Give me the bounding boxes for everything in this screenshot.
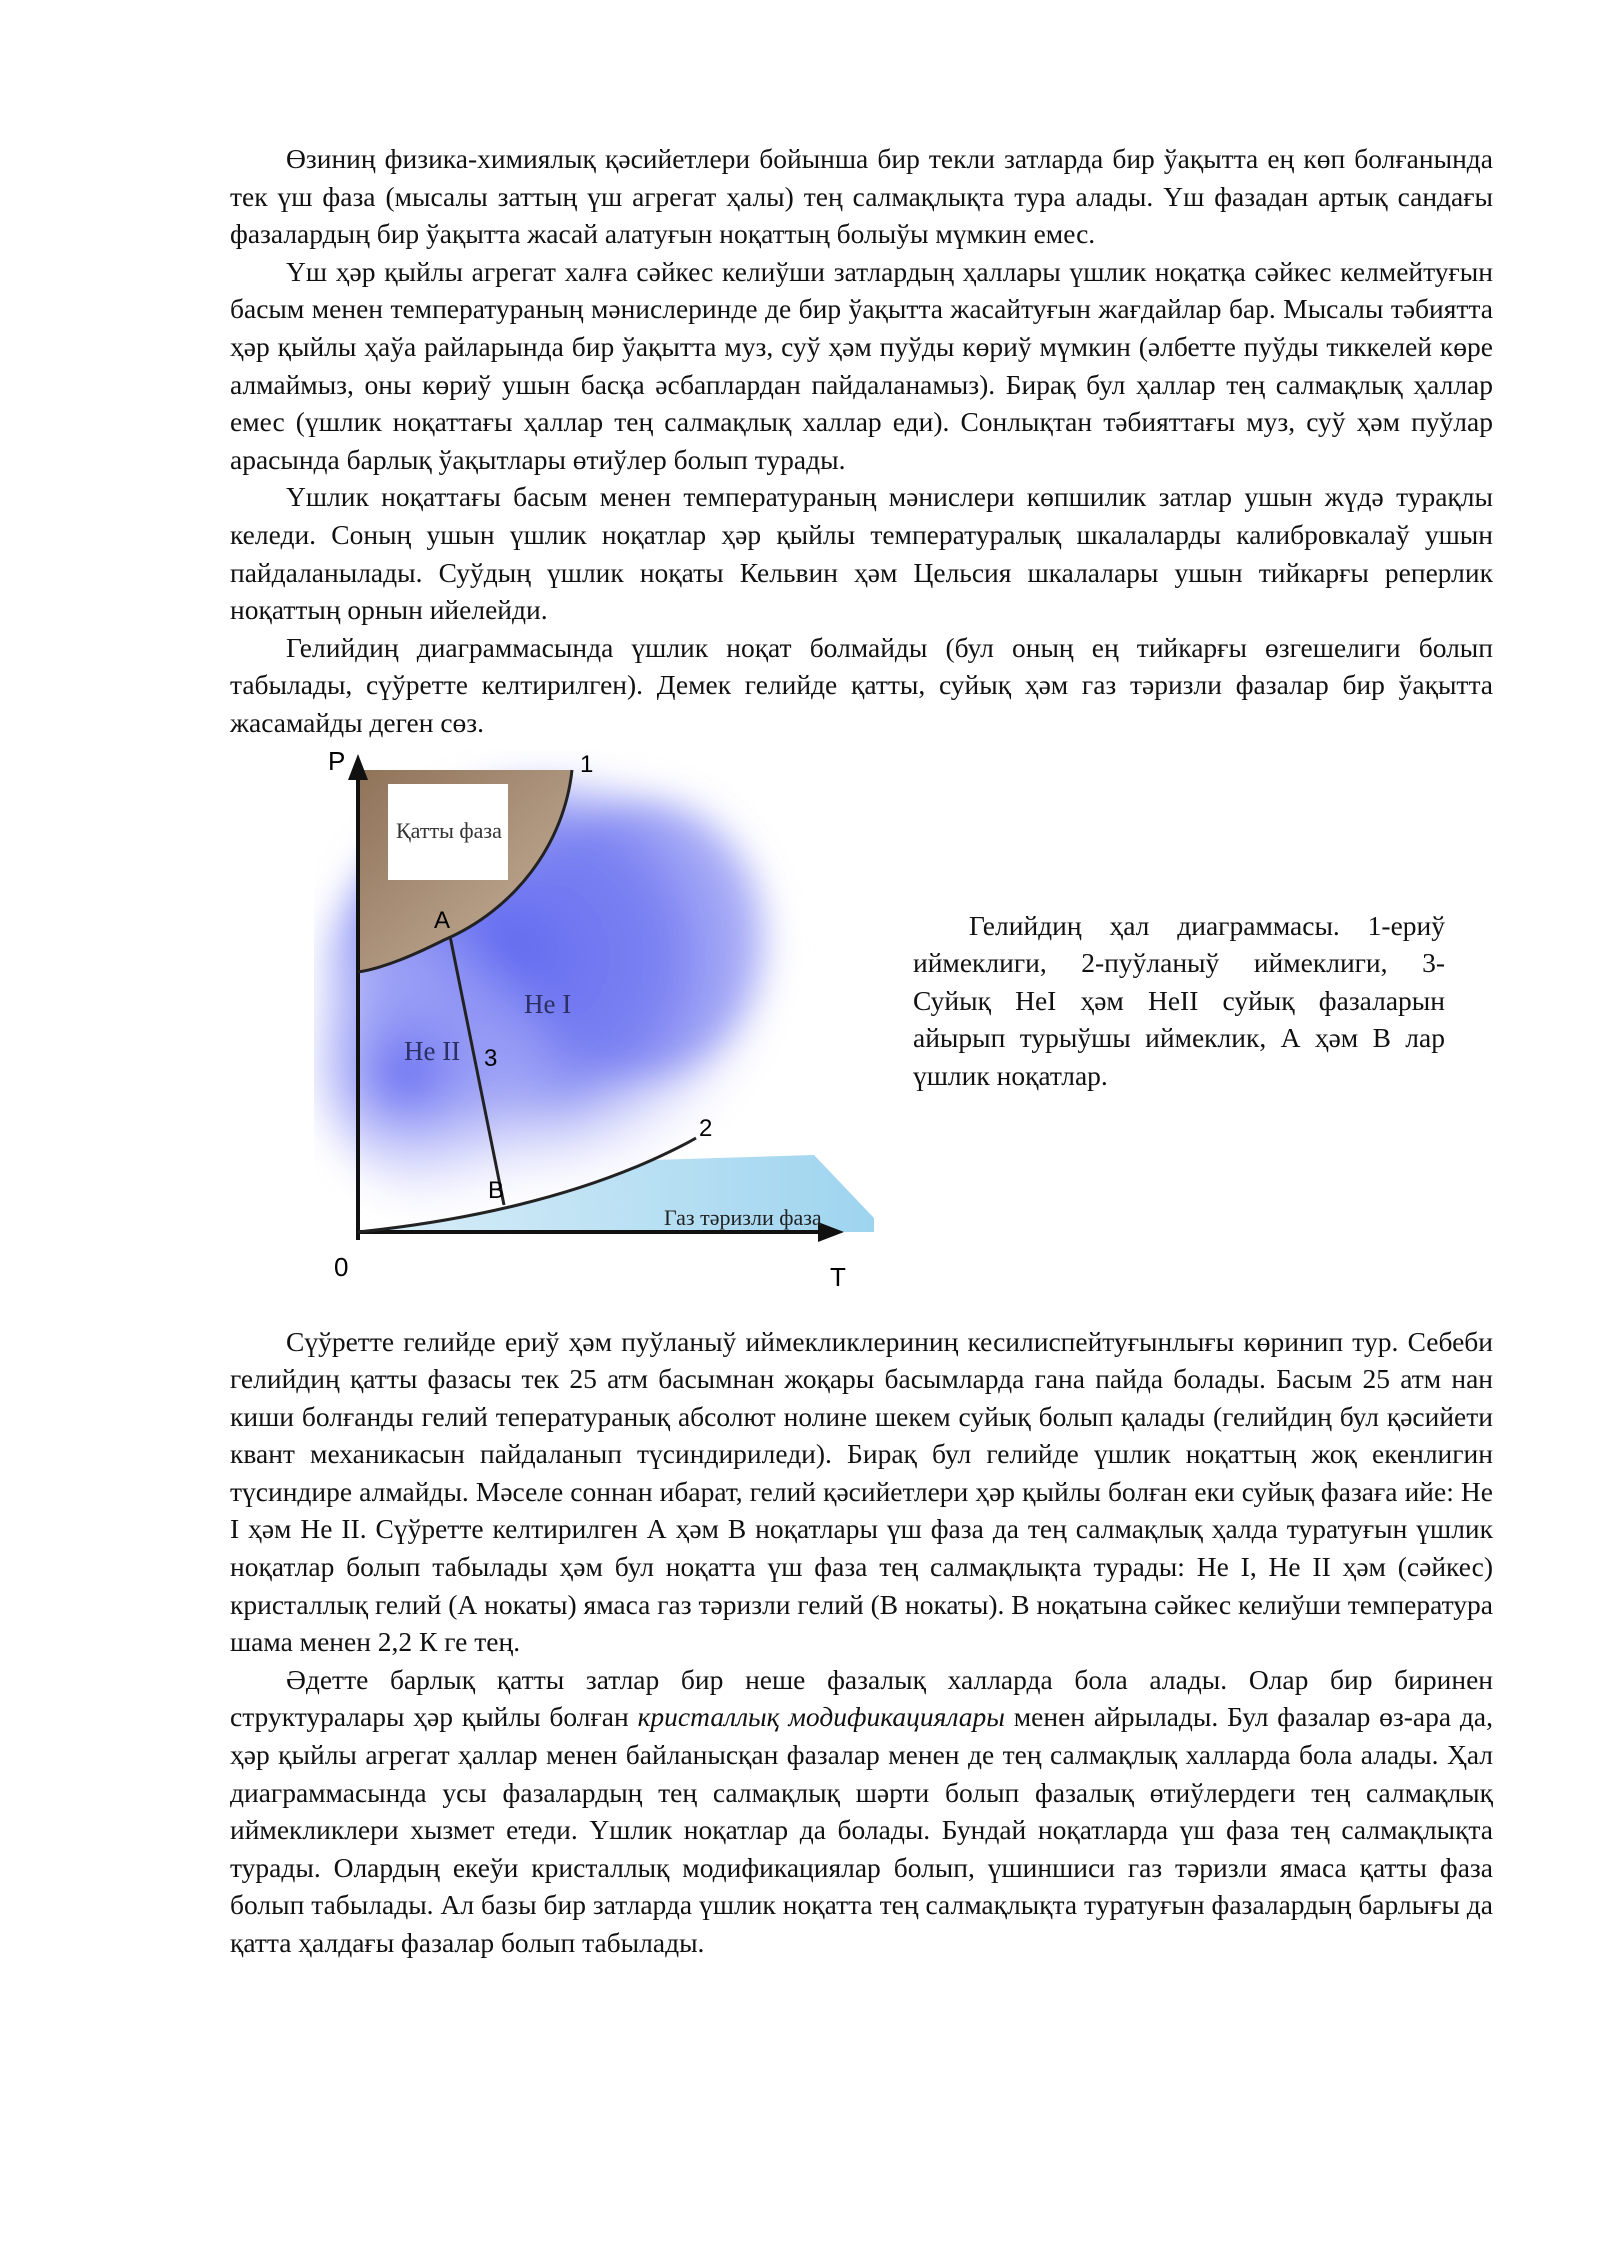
p-axis-arrow xyxy=(348,754,368,780)
paragraph xyxy=(230,1661,1493,1962)
paragraph: Гелийдиң диаграммасында үшлик ноқат болмайды (бул оның ең тийкарғы өзгешелиги болып табылады, сүўретте келтирилген). Демек гелийде қатты, суйық ҳәм газ тәризли фазалар бир ўақытта жасамайды деген сөз. xyxy=(230,631,1493,738)
paragraph: Үш ҳәр қыйлы агрегат халға сәйкес келиўши затлардың ҳаллары үшлик ноқатқа сәйкес келмейтуғын басым менен температураның мәнислеринде де бир ўақытта жасайтуғын жағдайлар бар. Мысалы тәбиятта ҳәр қыйлы ҳаўа райларында бир ўақытта муз, суў ҳәм пуўды көриў мүмкин (әлбетте пуўды тиккелей көре алмаймыз, оны көриў ушын басқа әсбаплардан пайдаланамыз). Бирақ бул ҳаллар тең салмақлық ҳаллар емес (үшлик ноқаттағы ҳаллар тең салмақлық халлар еди). Сонлықтан тәбияттағы муз, суў ҳәм пуўлар арасында барлық ўақытлары өтиўлер болып турады. xyxy=(230,255,1493,475)
document-page xyxy=(230,140,1493,1962)
point-b-label: B xyxy=(488,1176,505,1204)
paragraph: Өзиниң физика-химиялық қәсийетлери бойынша бир текли затларда бир ўақытта ең көп болғанында тек үш фаза (мысалы заттың үш агрегат ҳалы) тең салмақлықта тура алады. Үш фазадан артық сандағы фазалардың бир ўақытта жасай алатуғын ноқаттың болыўы мүмкин емес. xyxy=(230,143,1493,250)
paragraph: Сүўретте гелийде ериў ҳәм пуўланыў иймекликлериниң кесилиспейтуғынлығы көринип тур. Себеби гелийдиң қатты фазасы тек 25 атм басымнан жоқары басымларда гана пайда болады. Басым 25 атм нан киши болғанды гелий тепературанық абсолют нолине шекем суйық болып қалады (гелийдиң бул қәсийети квант механикасын пайдаланып түсиндириледи). Бирақ бул гелийде үшлик ноқаттың жоқ екенлигин түсиндире алмайды. Мәселе соннан ибарат, гелий қәсийетлери ҳәр қыйлы болған еки суйық фазаға ийе: Не I ҳәм Не II. Сүўретте келтирилген А ҳәм В ноқатлары үш фаза да тең салмақлық ҳалда туратуғын үшлик ноқатлар болып табылады ҳәм бул ноқатта үш фаза тең салмақлықта турады: Не I, Не II ҳәм (сәйкес) кристаллық гелий (А нокаты) ямаса газ тәризли гелий (В нокаты). В ноқатына сәйкес келиўши температура шама менен 2,2 К ге тең. xyxy=(230,1325,1493,1658)
curve-1-label: 1 xyxy=(580,750,594,778)
gas-phase-label: Газ тәризли фаза xyxy=(664,1204,822,1230)
he1-label: He I xyxy=(524,988,572,1019)
origin-label: 0 xyxy=(334,1251,349,1282)
he2-label: He II xyxy=(404,1035,461,1066)
axis-p-label: P xyxy=(328,749,346,776)
figure-row xyxy=(230,750,1493,1305)
helium-phase-diagram xyxy=(314,750,894,1305)
paragraph: Үшлик ноқаттағы басым менен температураның мәнислери көпшилик затлар ушын жүдә турақлы келеди. Соның ушын үшлик ноқатлар ҳәр қыйлы температуралық шкалаларды калибровкалаў ушын пайдаланылады. Суўдың үшлик ноқаты Кельвин ҳәм Цельсия шкалалары ушын тийкарғы реперлик ноқаттың орнын ийелейди. xyxy=(230,481,1493,626)
curve-3-label: 3 xyxy=(484,1044,498,1072)
axis-t-label: T xyxy=(830,1261,846,1292)
paragraph-text: менен айрылады. Бул фазалар өз-ара да, ҳәр қыйлы агрегат ҳаллар менен байланысқан фазалар менен де тең салмақлық халларда бола алады. Ҳал диаграммасында усы фазалардың тең салмақлық шәрти болып фазалық өтиўлердеги тең салмақлық иймекликлери хызмет етеди. Үшлик ноқатлар да болады. Бундай ноқатларда үш фаза тең салмақлықта турады. Олардың екеўи кристаллық модификациялар болып, үшиншиси газ тәризли ямаса қатты фаза болып табылады. Ал базы бир затларда үшлик ноқатта тең салмақлықта туратуғын фазалардың барлығы да қатта ҳалдағы фазалар болып табылады. xyxy=(230,1701,1493,1958)
paragraph-text: Әдетте барлық қатты затлар бир неше фазалық халларда бола алады. Олар бир биринен структуралары ҳәр қыйлы болған xyxy=(230,1663,1493,1733)
figure-caption: Гелийдиң ҳал диаграммасы. 1-ериў иймеклиги, 2-пуўланыў иймеклиги, 3- Суйық НеI ҳәм НеII суйық фазаларын айырып турыўшы иймеклик, А ҳәм В лар үшлик ноқатлар. xyxy=(913,909,1445,1091)
solid-phase-label: Қатты фаза xyxy=(396,817,502,843)
point-a-label: A xyxy=(434,906,451,934)
italic-term: кристаллық модификациялары xyxy=(637,1701,1005,1733)
curve-2-label: 2 xyxy=(699,1114,713,1142)
